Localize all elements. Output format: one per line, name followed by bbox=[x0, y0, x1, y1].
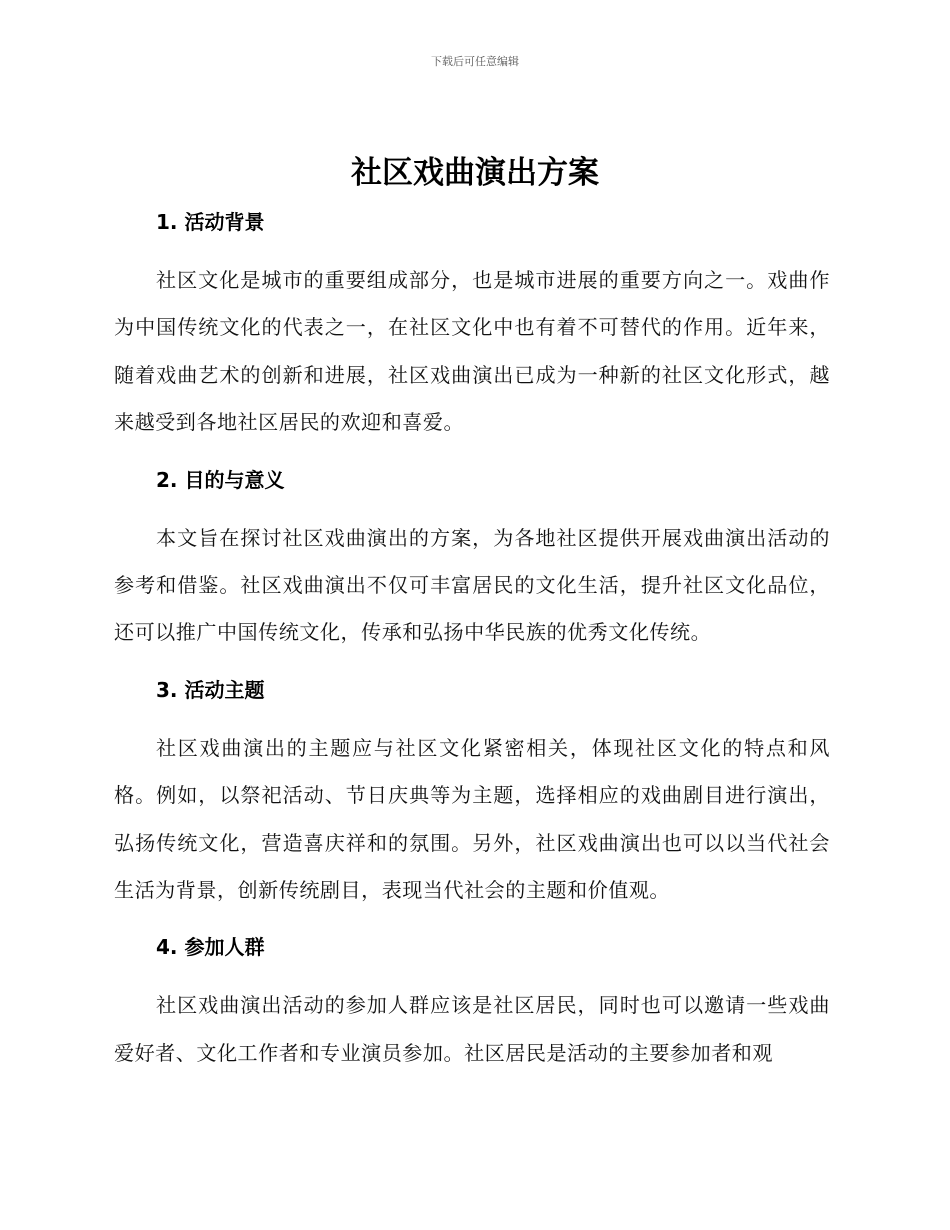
section-paragraph: 本文旨在探讨社区戏曲演出的方案，为各地社区提供开展戏曲演出活动的参考和借鉴。社区戏曲演出不仅可丰富居民的文化生活，提升社区文化品位，还可以推广中国传统文化，传承和弘扬中华民族的优秀文化传统。 bbox=[114, 525, 830, 645]
section-heading: 1. 活动背景 bbox=[156, 210, 265, 234]
section-participants bbox=[114, 930, 830, 1077]
section-heading: 3. 活动主题 bbox=[156, 677, 265, 702]
page-header-note: 下载后可任意编辑 bbox=[431, 55, 519, 68]
document-body bbox=[114, 205, 830, 1093]
section-heading: 2. 目的与意义 bbox=[156, 467, 285, 492]
section-purpose bbox=[114, 463, 830, 657]
section-paragraph: 社区戏曲演出活动的参加人群应该是社区居民，同时也可以邀请一些戏曲爱好者、文化工作者和专业演员参加。社区居民是活动的主要参加者和观 bbox=[114, 993, 830, 1065]
section-paragraph: 社区戏曲演出的主题应与社区文化紧密相关，体现社区文化的特点和风格。例如，以祭祀活动、节日庆典等为主题，选择相应的戏曲剧目进行演出，弘扬传统文化，营造喜庆祥和的氛围。另外，社区戏曲演出也可以以当代社会生活为背景，创新传统剧目，表现当代社会的主题和价值观。 bbox=[114, 735, 830, 903]
section-paragraph: 社区文化是城市的重要组成部分，也是城市进展的重要方向之一。戏曲作为中国传统文化的代表之一，在社区文化中也有着不可替代的作用。近年来，随着戏曲艺术的创新和进展，社区戏曲演出已成为一种新的社区文化形式，越来越受到各地社区居民的欢迎和喜爱。 bbox=[114, 268, 830, 435]
document-title: 社区戏曲演出方案 bbox=[351, 155, 599, 191]
section-heading: 4. 参加人群 bbox=[156, 935, 265, 960]
section-background bbox=[114, 205, 830, 447]
section-theme bbox=[114, 673, 830, 915]
